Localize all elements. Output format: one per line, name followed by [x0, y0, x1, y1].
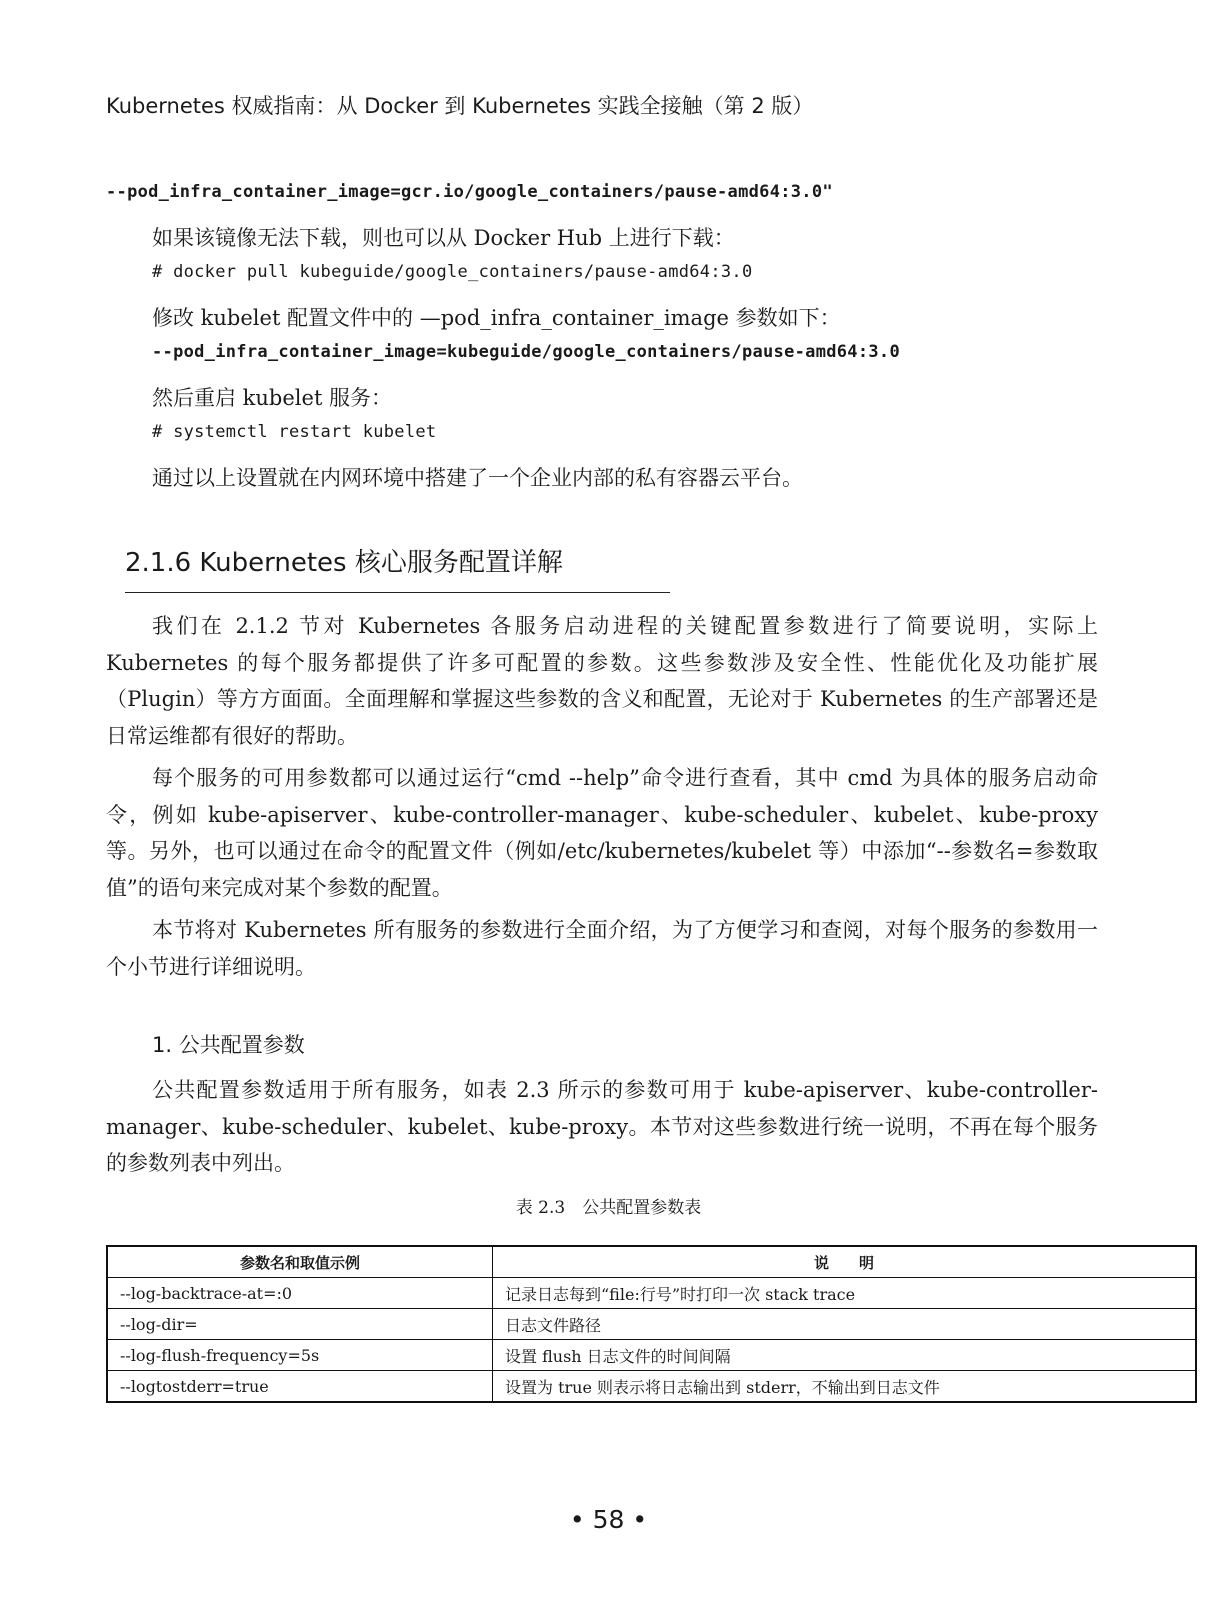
table-row	[107, 1278, 1196, 1309]
page-number: • 58 •	[569, 1505, 648, 1534]
table-cell-param: --logtostderr=true	[107, 1371, 493, 1403]
paragraph-common-params: 公共配置参数适用于所有服务，如表 2.3 所示的参数可用于 kube-apiserver、kube-controller-manager、kube-scheduler、kubelet、kube-proxy。本节对这些参数进行统一说明，不再在每个服务的参数列表中列出。	[106, 1078, 1098, 1175]
text-download-alt: 如果该镜像无法下载，则也可以从 Docker Hub 上进行下载：	[152, 226, 735, 250]
table-row	[107, 1371, 1196, 1403]
text-restart-kubelet: 然后重启 kubelet 服务：	[152, 386, 393, 410]
code-line-pause-image: --pod_infra_container_image=gcr.io/google_containers/pause-amd64:3.0"	[106, 182, 833, 202]
table-cell-description: 日志文件路径	[493, 1309, 1197, 1340]
table-header-description: 说 明	[493, 1246, 1197, 1278]
running-header: Kubernetes 权威指南：从 Docker 到 Kubernetes 实践全接触（第 2 版）	[106, 94, 814, 118]
table-header-param: 参数名和取值示例	[107, 1246, 493, 1278]
subsection-heading: 1. 公共配置参数	[152, 1033, 305, 1057]
table-cell-param: --log-backtrace-at=:0	[107, 1278, 493, 1309]
table-cell-description: 设置为 true 则表示将日志输出到 stderr，不输出到日志文件	[493, 1371, 1197, 1403]
table-cell-description: 记录日志每到“file:行号”时打印一次 stack trace	[493, 1278, 1197, 1309]
table-header-row	[107, 1246, 1196, 1278]
common-params-table	[106, 1245, 1197, 1403]
table-cell-description: 设置 flush 日志文件的时间间隔	[493, 1340, 1197, 1371]
table-caption: 表 2.3 公共配置参数表	[515, 1198, 702, 1218]
paragraph-intro: 我们在 2.1.2 节对 Kubernetes 各服务启动进程的关键配置参数进行了简要说明，实际上 Kubernetes 的每个服务都提供了许多可配置的参数。这些参数涉及安全性、性能优化及功能扩展（Plugin）等方方面面。全面理解和掌握这些参数的含义和配置，无论对于 Kubernetes 的生产部署还是日常运维都有很好的帮助。	[106, 614, 1098, 748]
code-line-docker-pull: # docker pull kubeguide/google_containers/pause-amd64:3.0	[152, 262, 753, 282]
table-cell-param: --log-dir=	[107, 1309, 493, 1340]
code-line-kubeguide-image: --pod_infra_container_image=kubeguide/google_containers/pause-amd64:3.0	[152, 342, 900, 362]
paragraph-help-command: 每个服务的可用参数都可以通过运行“cmd --help”命令进行查看，其中 cmd 为具体的服务启动命令，例如 kube-apiserver、kube-controller-manager、kube-scheduler、kubelet、kube-proxy 等。另外，也可以通过在命令的配置文件（例如/etc/kubernetes/kubelet 等）中添加“--参数名=参数取值”的语句来完成对某个参数的配置。	[106, 766, 1098, 900]
table-row	[107, 1340, 1196, 1371]
section-heading: 2.1.6 Kubernetes 核心服务配置详解	[125, 548, 563, 578]
table-cell-param: --log-flush-frequency=5s	[107, 1340, 493, 1371]
paragraph-section-plan: 本节将对 Kubernetes 所有服务的参数进行全面介绍，为了方便学习和查阅，对每个服务的参数用一个小节进行详细说明。	[106, 918, 1098, 979]
table-row	[107, 1309, 1196, 1340]
section-heading-rule	[125, 592, 670, 593]
code-line-systemctl: # systemctl restart kubelet	[152, 422, 437, 442]
text-private-cloud: 通过以上设置就在内网环境中搭建了一个企业内部的私有容器云平台。	[152, 466, 803, 490]
text-modify-kubelet: 修改 kubelet 配置文件中的 —pod_infra_container_image 参数如下：	[152, 306, 841, 330]
section-body	[106, 608, 1098, 985]
subsection-body	[106, 1072, 1098, 1182]
